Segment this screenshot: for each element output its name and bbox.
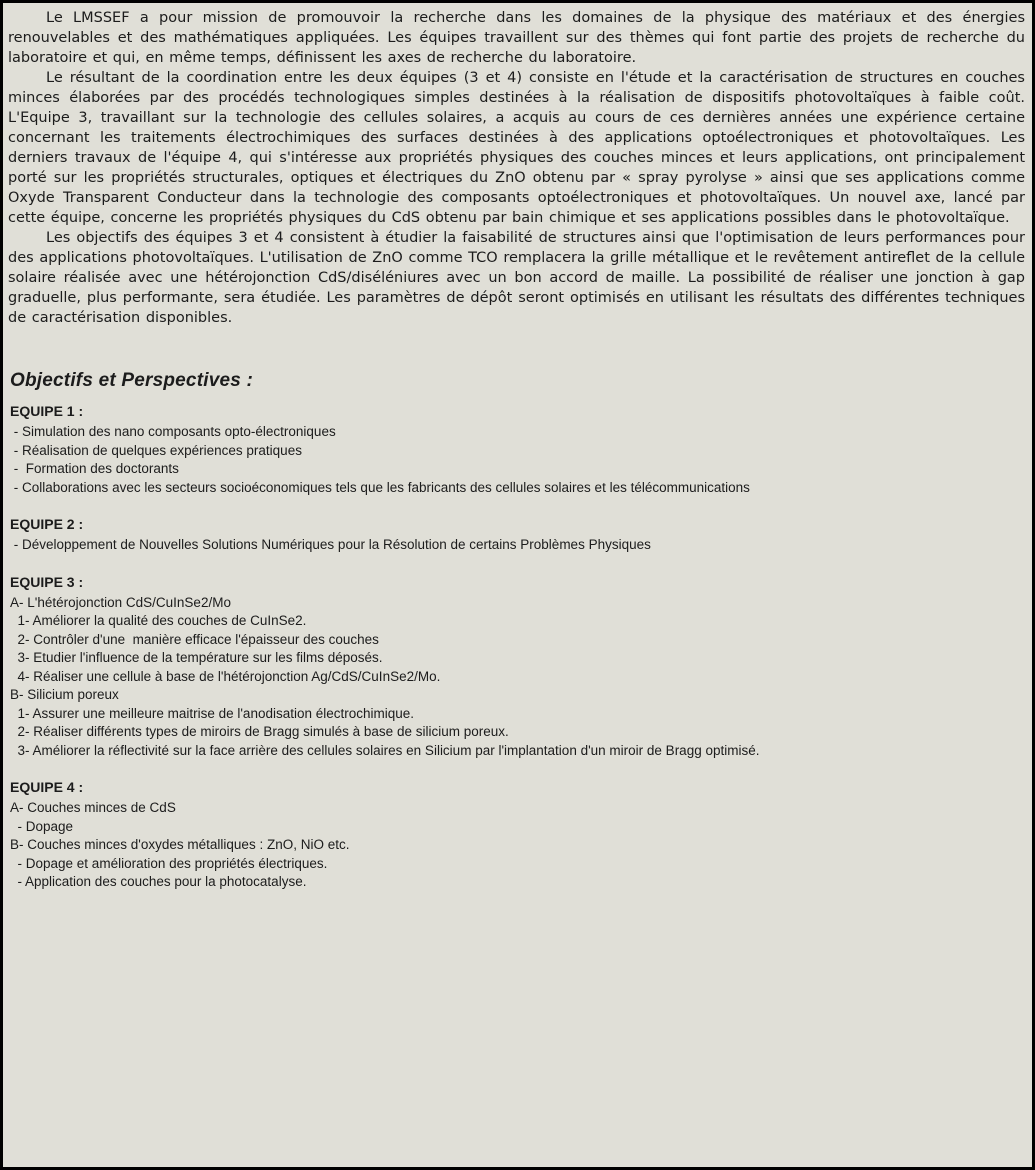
list-line: - Collaborations avec les secteurs socioéconomiques tels que les fabricants des cellules solaires et les télécommunications [10,479,750,495]
list-line: - Formation des doctorants [10,461,179,476]
list-line: - Réalisation de quelques expériences pratiques [10,442,302,458]
list-line: 4- Réaliser une cellule à base de l'hétérojonction Ag/CdS/CuInSe2/Mo. [10,668,441,684]
list-line: A- Couches minces de CdS [10,800,176,815]
equipe-4-section [10,778,1025,892]
list-line: - Dopage et amélioration des propriétés électriques. [10,855,328,871]
list-line: - Développement de Nouvelles Solutions Numériques pour la Résolution de certains Problèmes Physiques [10,537,651,552]
list-line: 3- Etudier l'influence de la température sur les films déposés. [10,650,383,665]
equipe-1-section [10,402,1025,497]
page-title: Objectifs et Perspectives : [10,370,254,391]
list-line: 1- Améliorer la qualité des couches de CuInSe2. [10,613,307,628]
equipe-4-title: EQUIPE 4 : [10,779,84,795]
list-line: 2- Contrôler d'une manière efficace l'épaisseur des couches [10,631,379,647]
list-line: - Application des couches pour la photocatalyse. [10,874,307,889]
equipe-2-title: EQUIPE 2 : [10,516,84,532]
equipe-3-title: EQUIPE 3 : [10,573,84,590]
equipe-3-section [10,573,1025,761]
coordination-paragraph: Le résultant de la coordination entre les deux équipes (3 et 4) consiste en l'étude et la caractérisation de structures en couches minces élaborées par des procédés technologiques simples destinées à la réalisation de dispositifs photovoltaïques à faible coût. L'Equipe 3, travaillant sur la technologie des cellules solaires, a acquis au cours de ces dernières années une expérience certaine concernant les traitements électrochimiques des surfaces destinées à des applications optoélectroniques et photovoltaïques. Les derniers travaux de l'équipe 4, qui s'intéresse aux propriétés physiques des couches minces et leurs applications, ont principalement porté sur les propriétés structurales, optiques et électriques du ZnO obtenu par « spray pyrolyse » ainsi que ses applications comme Oxyde Transparent Conducteur dans la technologie des composants optoélectroniques et photovoltaïques. Un nouvel axe, lancé par cette équipe, concerne les propriétés physiques du CdS obtenu par bain chimique et ses applications possibles dans le photovoltaïque. [8,70,1025,226]
intro-paragraph: Le LMSSEF a pour mission de promouvoir la recherche dans les domaines de la physique des matériaux et des énergies renouvelables et des mathématiques appliquées. Les équipes travaillent sur des thèmes qui font partie des projets de recherche du laboratoire et qui, en même temps, définissent les axes de recherche du laboratoire. [8,10,1025,66]
list-line: - Dopage [10,818,74,834]
list-line: 1- Assurer une meilleure maitrise de l'anodisation électrochimique. [10,705,415,721]
list-line: 2- Réaliser différents types de miroirs de Bragg simulés à base de silicium poreux. [10,724,509,739]
list-line: B- Couches minces d'oxydes métalliques : ZnO, NiO etc. [10,837,350,852]
equipe-2-section [10,515,1025,555]
list-line: - Simulation des nano composants opto-électroniques [10,424,336,439]
list-line: 3- Améliorer la réflectivité sur la face arrière des cellules solaires en Silicium par l'implantation d'un miroir de Bragg optimisé. [10,742,760,758]
list-line: A- L'hétérojonction CdS/CuInSe2/Mo [10,594,231,610]
objectives-paragraph: Les objectifs des équipes 3 et 4 consistent à étudier la faisabilité de structures ainsi que l'optimisation de leurs performances pour des applications photovoltaïques. L'utilisation de ZnO comme TCO remplacera la grille métallique et le revêtement antireflet de la cellule solaire réalisée avec une hétérojonction CdS/diséléniures avec un bon accord de maille. La possibilité de réaliser une jonction à gap graduelle, plus performante, sera étudiée. Les paramètres de dépôt seront optimisés en utilisant les résultats des différentes techniques de caractérisation disponibles. [8,230,1025,326]
list-line: B- Silicium poreux [10,687,119,702]
equipe-1-title: EQUIPE 1 : [10,403,84,419]
